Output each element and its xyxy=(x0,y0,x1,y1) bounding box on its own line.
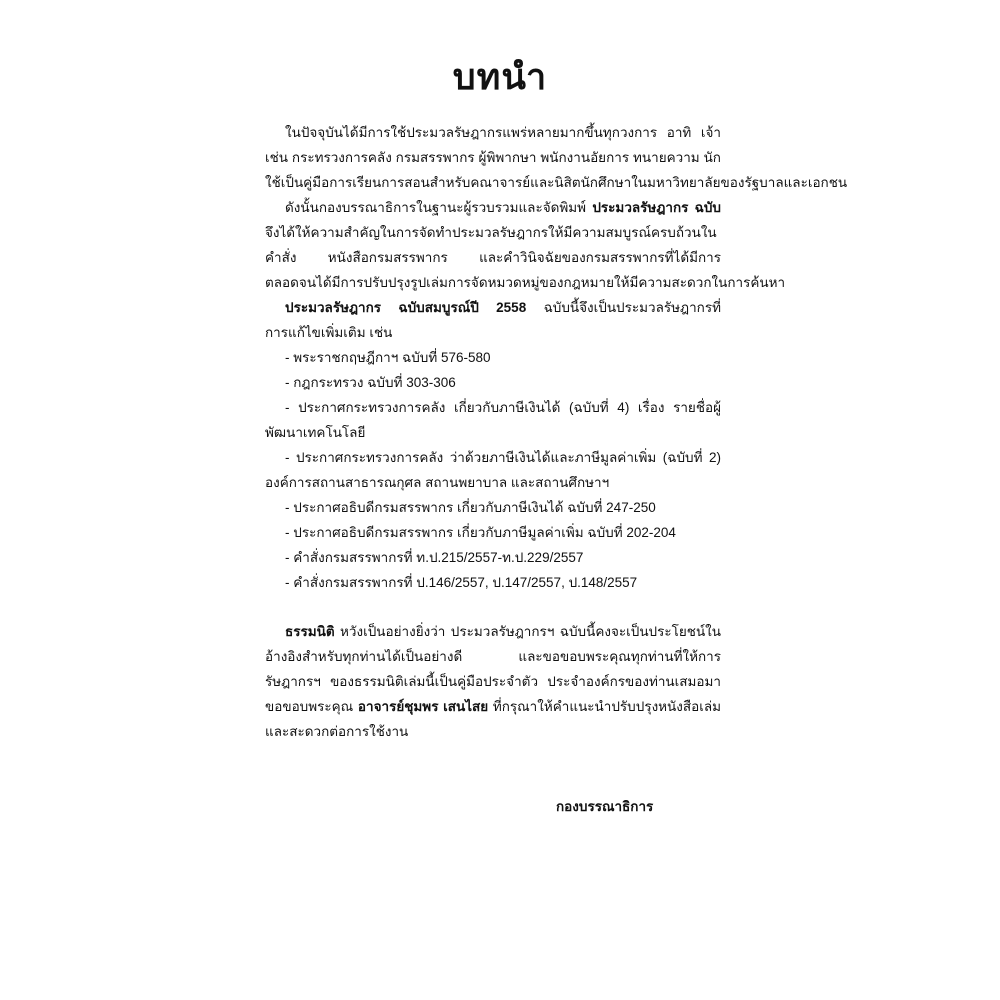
text-line xyxy=(265,395,721,420)
bold-text: ธรรมนิติ xyxy=(285,624,335,639)
text-line xyxy=(265,694,721,719)
text-line xyxy=(265,245,721,270)
text-segment: คำสั่ง หนังสือกรมสรรพากร และคำวินิจฉัยของกรมสรรพากรที่ได้มีการ xyxy=(265,250,721,265)
signature: กองบรรณาธิการ xyxy=(556,799,654,814)
text-line xyxy=(265,145,721,170)
text-line xyxy=(265,295,721,320)
text-segment: ในปัจจุบันได้มีการใช้ประมวลรัษฎากรแพร่หลายมากขึ้นทุกวงการ อาทิ เจ้า xyxy=(285,125,721,140)
text-line xyxy=(265,470,721,495)
text-segment: - กฎกระทรวง ฉบับที่ 303-306 xyxy=(285,375,456,390)
text-segment: ที่กรุณาให้คำแนะนำปรับปรุงหนังสือเล่ม xyxy=(492,699,721,714)
text-segment: - ประกาศกระทรวงการคลัง เกี่ยวกับภาษีเงินได้ (ฉบับที่ 4) เรื่อง รายชื่อผู้ xyxy=(285,400,721,415)
text-segment: หวังเป็นอย่างยิ่งว่า ประมวลรัษฎากรฯ ฉบับนี้คงจะเป็นประโยชน์ใน xyxy=(340,624,721,639)
text-segment: การแก้ไขเพิ่มเติม เช่น xyxy=(265,325,393,340)
paragraph-gap xyxy=(265,595,721,619)
bold-text: อาจารย์ชุมพร เสนไสย xyxy=(357,699,489,714)
text-segment: ฉบับนี้จึงเป็นประมวลรัษฎากรที่ xyxy=(543,300,721,315)
text-line xyxy=(265,370,721,395)
text-segment: - ประกาศอธิบดีกรมสรรพากร เกี่ยวกับภาษีเงินได้ ฉบับที่ 247-250 xyxy=(285,500,656,515)
text-segment: และสะดวกต่อการใช้งาน xyxy=(265,724,409,739)
text-line xyxy=(265,669,721,694)
text-line xyxy=(265,420,721,445)
text-line xyxy=(265,495,721,520)
text-segment: - คำสั่งกรมสรรพากรที่ ท.ป.215/2557-ท.ป.229/2557 xyxy=(285,550,584,565)
text-segment: - คำสั่งกรมสรรพากรที่ ป.146/2557, ป.147/2557, ป.148/2557 xyxy=(285,575,638,590)
text-line xyxy=(265,195,721,220)
text-line xyxy=(265,445,721,470)
bold-text: ประมวลรัษฎากร ฉบับสมบูรณ์ปี 2558 xyxy=(285,300,527,315)
text-line xyxy=(265,570,721,595)
text-segment: เช่น กระทรวงการคลัง กรมสรรพากร ผู้พิพากษา พนักงานอัยการ ทนายความ นัก xyxy=(265,150,721,165)
text-segment: ขอขอบพระคุณ xyxy=(265,699,358,714)
document-body xyxy=(265,120,848,744)
text-line xyxy=(265,545,721,570)
text-line xyxy=(265,220,721,245)
text-line xyxy=(265,644,721,669)
text-segment: - ประกาศอธิบดีกรมสรรพากร เกี่ยวกับภาษีมูลค่าเพิ่ม ฉบับที่ 202-204 xyxy=(285,525,676,540)
text-segment: รัษฎากรฯ ของธรรมนิติเล่มนี้เป็นคู่มือประจำตัว ประจำองค์กรของท่านเสมอมา xyxy=(265,674,721,689)
text-segment: พัฒนาเทคโนโลยี xyxy=(265,425,366,440)
text-line xyxy=(265,270,786,295)
text-segment: - พระราชกฤษฎีกาฯ ฉบับที่ 576-580 xyxy=(285,350,491,365)
text-segment: องค์การสถานสาธารณกุศล สถานพยาบาล และสถานศึกษาฯ xyxy=(265,475,610,490)
text-segment: จึงได้ให้ความสำคัญในการจัดทำประมวลรัษฎากรให้มีความสมบูรณ์ครบถ้วนใน xyxy=(265,225,717,240)
text-line xyxy=(265,120,721,145)
text-line xyxy=(265,345,721,370)
text-line xyxy=(265,320,721,345)
text-segment: ตลอดจนได้มีการปรับปรุงรูปเล่มการจัดหมวดหมู่ของกฎหมายให้มีความสะดวกในการค้นหา xyxy=(265,275,786,290)
page-title: บทนำ xyxy=(452,56,548,97)
text-segment: ดังนั้นกองบรรณาธิการในฐานะผู้รวบรวมและจัดพิมพ์ xyxy=(285,200,593,215)
text-line xyxy=(265,520,721,545)
text-segment: - ประกาศกระทรวงการคลัง ว่าด้วยภาษีเงินได้และภาษีมูลค่าเพิ่ม (ฉบับที่ 2) xyxy=(285,450,721,465)
text-line xyxy=(265,170,848,195)
text-line xyxy=(265,719,721,744)
text-line xyxy=(265,619,721,644)
text-segment: อ้างอิงสำหรับทุกท่านได้เป็นอย่างดี และขอขอบพระคุณทุกท่านที่ให้การ xyxy=(265,649,721,664)
text-segment: ใช้เป็นคู่มือการเรียนการสอนสำหรับคณาจารย์และนิสิตนักศึกษาในมหาวิทยาลัยของรัฐบาลและเอกชน xyxy=(265,175,848,190)
bold-text: ประมวลรัษฎากร ฉบับ xyxy=(592,200,721,215)
